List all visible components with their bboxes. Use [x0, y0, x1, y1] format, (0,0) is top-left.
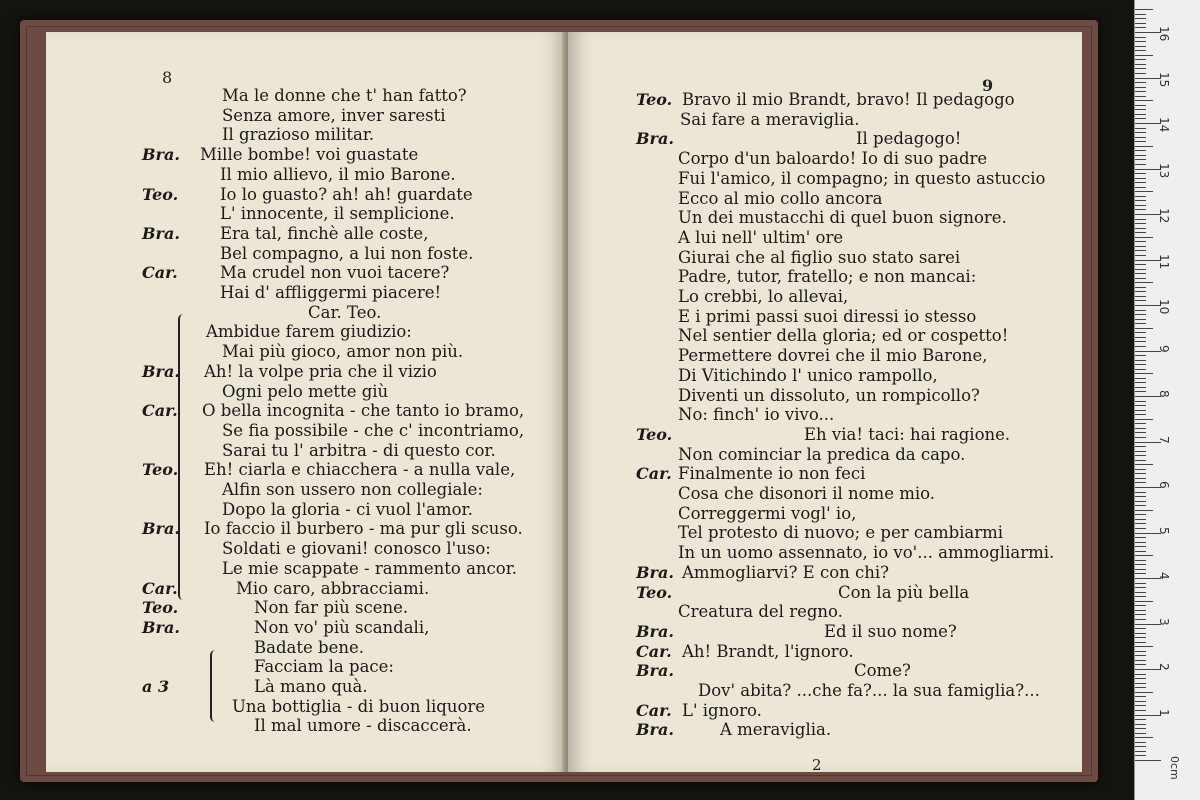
ruler-tick	[1135, 537, 1146, 538]
verse-line: A lui nell' ultim' ore	[678, 227, 844, 247]
ruler-tick	[1135, 455, 1146, 456]
verse-line: Di Vitichindo l' unico rampollo,	[678, 365, 938, 385]
verse-line: Facciam la pace:	[254, 657, 394, 677]
verse-line: A meraviglia.	[720, 720, 832, 740]
ruler-tick	[1135, 378, 1146, 379]
ruler-tick	[1135, 560, 1146, 561]
verse-line: Sai fare a meraviglia.	[680, 109, 860, 129]
ruler-tick	[1135, 91, 1146, 92]
speaker-label: Teo.	[142, 184, 179, 204]
verse-line: Senza amore, inver saresti	[222, 105, 446, 125]
speaker-label: Teo.	[636, 90, 673, 109]
ruler-tick	[1135, 141, 1146, 142]
ruler-tick	[1135, 569, 1146, 570]
verse-line: In un uomo assennato, io vo'... ammogliarmi.	[678, 543, 1055, 563]
verse-line: Finalmente io non feci	[678, 464, 866, 484]
speaker-label: Bra.	[636, 661, 674, 681]
ruler-tick	[1135, 655, 1146, 656]
ruler-tick	[1135, 187, 1146, 188]
ruler-tick	[1135, 132, 1146, 133]
ruler-tick	[1135, 705, 1146, 706]
ruler-tick	[1135, 633, 1146, 634]
verse-line: Il grazioso militar.	[222, 125, 375, 145]
ruler-label: 4	[1157, 572, 1171, 580]
ruler-tick	[1135, 664, 1146, 665]
ruler-tick	[1135, 114, 1146, 115]
speaker-label: Car.	[142, 401, 178, 421]
ruler-tick	[1135, 228, 1146, 229]
ruler-tick	[1135, 196, 1146, 197]
ruler-tick	[1135, 360, 1146, 361]
verse-line: Se fia possibile - che c' incontriamo,	[222, 420, 525, 440]
ruler-tick	[1135, 432, 1146, 433]
ruler-tick	[1135, 519, 1146, 520]
ruler-label: 5	[1157, 526, 1171, 535]
ruler-tick	[1135, 642, 1146, 643]
ruler-tick	[1135, 742, 1146, 743]
speaker-label: Bra.	[636, 129, 674, 149]
ruler-label: 10	[1157, 299, 1171, 315]
ruler-label: 9	[1157, 344, 1171, 353]
ruler-tick	[1135, 446, 1146, 447]
ruler-tick	[1135, 583, 1146, 584]
ruler-tick	[1135, 41, 1146, 42]
verse-line: Sarai tu l' arbitra - di questo cor.	[222, 440, 496, 460]
ruler-tick	[1135, 646, 1153, 647]
verse-line: Mille bombe! voi guastate	[200, 145, 419, 165]
verse-line: Alfin son ussero non collegiale:	[222, 480, 483, 499]
ruler-tick	[1135, 73, 1146, 74]
speaker-label: Bra.	[142, 519, 180, 539]
ruler-tick	[1135, 619, 1146, 620]
ruler-tick	[1135, 614, 1146, 615]
ruler-tick	[1135, 437, 1146, 438]
ruler-tick	[1135, 505, 1146, 506]
ruler-tick	[1135, 492, 1146, 493]
ruler-tick	[1135, 405, 1146, 406]
ruler-tick	[1135, 241, 1146, 242]
ruler-tick	[1135, 87, 1146, 88]
ruler-tick	[1135, 310, 1146, 311]
ruler-tick	[1135, 523, 1146, 524]
ruler-tick	[1135, 628, 1146, 629]
ruler-tick	[1135, 191, 1153, 192]
ruler-label: 3	[1157, 617, 1171, 626]
ruler-tick	[1135, 282, 1153, 283]
ruler-tick	[1135, 373, 1153, 374]
ruler-tick	[1135, 346, 1146, 347]
ruler-tick	[1135, 155, 1146, 156]
ruler-tick	[1135, 683, 1146, 684]
ruler-tick	[1135, 564, 1146, 565]
verse-line: Ecco al mio collo ancora	[678, 188, 883, 208]
ensemble-brace	[178, 314, 188, 600]
ruler-tick	[1135, 64, 1146, 65]
ruler-tick	[1135, 291, 1146, 292]
ruler-tick	[1135, 246, 1146, 247]
ruler-tick	[1135, 9, 1153, 10]
ruler-tick	[1135, 382, 1146, 383]
ruler-tick	[1135, 159, 1146, 160]
speaker-label: Bra.	[142, 361, 180, 381]
ruler-tick	[1135, 637, 1146, 638]
verse-line: Io lo guasto? ah! ah! guardate	[220, 184, 473, 204]
verse-line: Non far più scene.	[254, 598, 409, 618]
ruler-tick	[1135, 528, 1146, 529]
ruler-tick	[1135, 314, 1146, 315]
ruler-tick	[1135, 692, 1153, 693]
ruler-tick	[1135, 546, 1146, 547]
ruler-tick	[1135, 27, 1146, 28]
ruler-tick	[1135, 287, 1146, 288]
ruler-tick	[1135, 250, 1146, 251]
ruler-tick	[1135, 674, 1146, 675]
ruler-label: 8	[1157, 390, 1171, 398]
ruler-unit: 0cm	[1168, 756, 1181, 780]
ruler-tick	[1135, 50, 1146, 51]
ruler-tick	[1135, 55, 1153, 56]
ruler-tick	[1135, 173, 1146, 174]
ruler-label: 2	[1157, 663, 1171, 671]
verse-line: Era tal, finchè alle coste,	[220, 223, 429, 243]
verse-line: Giurai che al figlio suo stato sarei	[678, 247, 961, 267]
ruler-tick	[1135, 209, 1146, 210]
ruler-tick	[1135, 651, 1146, 652]
ruler-label: 13	[1157, 162, 1171, 178]
speaker-label: Bra.	[636, 720, 674, 740]
ruler-tick	[1135, 264, 1146, 265]
ruler-tick	[1135, 319, 1146, 320]
verse-line: Ma crudel non vuoi tacere?	[220, 263, 450, 283]
verse-line: Padre, tutor, fratello; e non mancai:	[678, 267, 977, 287]
ruler-label: 12	[1157, 208, 1171, 224]
verse-line: E i primi passi suoi diressi io stesso	[678, 306, 977, 326]
verse-line: Corpo d'un baloardo! Io di suo padre	[678, 149, 988, 169]
ruler-tick	[1135, 341, 1146, 342]
ruler-tick	[1135, 82, 1146, 83]
ruler-tick	[1135, 605, 1146, 606]
verse-line: Ma le donne che t' han fatto?	[222, 86, 467, 105]
ruler-tick	[1135, 128, 1146, 129]
ruler-tick	[1135, 100, 1153, 101]
ruler-tick	[1135, 596, 1146, 597]
verse-line: Ah! Brandt, l'ignoro.	[682, 641, 854, 661]
ruler-tick	[1135, 300, 1146, 301]
ruler-tick	[1135, 355, 1146, 356]
verse-line: Non cominciar la predica da capo.	[678, 444, 966, 464]
ruler-tick	[1135, 18, 1146, 19]
verse-line: Dopo la gloria - ci vuol l'amor.	[222, 499, 473, 519]
ruler-tick	[1135, 746, 1146, 747]
ruler-tick	[1135, 478, 1146, 479]
verse-line: Ambidue farem giudizio:	[206, 322, 412, 342]
verse-line: Un dei mustacchi di quel buon signore.	[678, 208, 1007, 228]
speaker-label: Bra.	[636, 562, 674, 582]
ruler-tick	[1135, 23, 1146, 24]
speaker-label: Bra.	[142, 617, 180, 637]
verse-line: Tel protesto di nuovo; e per cambiarmi	[678, 523, 1004, 543]
ruler-label: 16	[1157, 26, 1171, 42]
verse-line: Io faccio il burbero - ma pur gli scuso.	[204, 519, 523, 539]
left-page	[46, 32, 566, 772]
verse-line: L' ignoro.	[682, 700, 762, 720]
ruler-tick	[1135, 369, 1146, 370]
ruler-tick	[1135, 137, 1146, 138]
ruler-tick	[1135, 146, 1153, 147]
ruler-tick	[1135, 696, 1146, 697]
verse-line: Ammogliarvi? E con chi?	[682, 562, 889, 582]
ruler-label: 6	[1157, 481, 1171, 489]
ruler-tick	[1135, 610, 1146, 611]
ruler-tick	[1135, 68, 1146, 69]
verse-line: Bravo il mio Brandt, bravo! Il pedagogo	[682, 90, 1015, 109]
ruler-tick	[1135, 200, 1146, 201]
ruler-tick	[1135, 182, 1146, 183]
ruler-label: 1	[1157, 708, 1171, 717]
ruler-tick	[1135, 278, 1146, 279]
ruler-tick	[1135, 328, 1153, 329]
speaker-label: Car.	[636, 464, 672, 484]
ruler-tick	[1135, 660, 1146, 661]
ruler-tick	[1135, 514, 1146, 515]
ruler-tick	[1135, 273, 1146, 274]
verse-line: Car. Teo.	[308, 302, 382, 322]
ruler-tick	[1135, 219, 1146, 220]
ruler-tick	[1135, 205, 1146, 206]
speaker-label: Bra.	[142, 145, 180, 165]
ruler-tick	[1135, 587, 1146, 588]
ruler-tick	[1135, 710, 1146, 711]
page-number: 9	[982, 76, 994, 95]
verse-line: Fui l'amico, il compagno; in questo astuccio	[678, 168, 1046, 188]
verse-line: Il mal umore - discaccerà.	[254, 716, 472, 736]
speaker-label: Bra.	[636, 621, 674, 641]
ruler-tick	[1135, 573, 1146, 574]
verse-line: Permettere dovrei che il mio Barone,	[678, 346, 988, 366]
ruler-tick	[1135, 728, 1146, 729]
page-number: 8	[162, 68, 173, 87]
ruler-tick	[1135, 473, 1146, 474]
verse-line: Là mano quà.	[254, 677, 368, 696]
verse-line: No: finch' io vivo...	[678, 405, 835, 425]
speaker-label: Car.	[142, 263, 178, 283]
ruler-tick	[1135, 337, 1146, 338]
verse-line: O bella incognita - che tanto io bramo,	[202, 401, 525, 421]
ruler-tick	[1135, 387, 1146, 388]
ruler-tick	[1135, 755, 1146, 756]
ruler-tick	[1135, 332, 1146, 333]
ruler-tick	[1135, 419, 1153, 420]
verse-line: Ah! la volpe pria che il vizio	[204, 361, 437, 381]
ruler-tick	[1135, 733, 1146, 734]
ruler-tick	[1135, 542, 1146, 543]
ruler-tick	[1135, 501, 1146, 502]
ruler-tick	[1135, 737, 1153, 738]
signature-mark: 2	[812, 756, 822, 772]
ruler-tick	[1135, 423, 1146, 424]
ruler-tick	[1135, 687, 1146, 688]
ruler-tick	[1135, 391, 1146, 392]
verse-line: Ed il suo nome?	[824, 621, 957, 641]
ruler-tick	[1135, 428, 1146, 429]
ruler-tick	[1135, 751, 1146, 752]
ruler-tick	[1135, 59, 1146, 60]
ruler-tick	[1135, 323, 1146, 324]
ruler-tick	[1135, 255, 1146, 256]
ruler-tick	[1135, 601, 1153, 602]
verse-line: L' innocente, il semplicione.	[220, 204, 455, 224]
ruler-tick	[1135, 46, 1146, 47]
speaker-label: Teo.	[636, 582, 673, 602]
verse-line: Il pedagogo!	[856, 129, 962, 149]
ruler-tick	[1135, 269, 1146, 270]
ruler-tick	[1135, 678, 1146, 679]
speaker-label: Bra.	[142, 223, 180, 243]
ruler-tick	[1135, 150, 1146, 151]
measuring-ruler	[1134, 0, 1200, 800]
ruler-label: 7	[1157, 435, 1171, 444]
verse-line: Non vo' più scandali,	[254, 617, 430, 637]
verse-line: Eh via! taci: hai ragione.	[804, 424, 1011, 444]
verse-line: Cosa che disonori il nome mio.	[678, 484, 936, 503]
ruler-tick	[1135, 109, 1146, 110]
ruler-label: 11	[1157, 253, 1171, 269]
ruler-tick	[1135, 232, 1146, 233]
speaker-label: a 3	[142, 677, 170, 696]
ruler-tick	[1135, 364, 1146, 365]
ruler-tick	[1135, 719, 1146, 720]
ruler-tick	[1135, 105, 1146, 106]
trio-brace	[210, 650, 220, 722]
ruler-tick	[1135, 551, 1146, 552]
ruler-tick	[1135, 510, 1153, 511]
speaker-label: Car.	[142, 578, 178, 598]
ruler-tick	[1135, 464, 1153, 465]
speaker-label: Car.	[636, 700, 672, 720]
ruler-tick	[1135, 178, 1146, 179]
ruler-tick	[1135, 469, 1146, 470]
ruler-tick	[1135, 296, 1146, 297]
speaker-label: Teo.	[142, 598, 179, 618]
ruler-tick	[1135, 482, 1146, 483]
verse-line: Hai d' affliggermi piacere!	[220, 283, 442, 302]
speaker-label: Car.	[636, 641, 672, 661]
verse-line: Mai più gioco, amor non più.	[222, 342, 464, 362]
ruler-tick	[1135, 410, 1146, 411]
verse-line: Diventi un dissoluto, un rompicollo?	[678, 385, 980, 405]
ruler-tick	[1135, 223, 1146, 224]
ruler-tick	[1135, 724, 1146, 725]
ruler-tick	[1135, 414, 1146, 415]
verse-line: Bel compagno, a lui non foste.	[220, 243, 474, 263]
verse-line: Le mie scappate - rammento ancor.	[222, 558, 518, 578]
verse-line: Come?	[854, 661, 911, 681]
verse-line: Una bottiglia - di buon liquore	[232, 696, 486, 716]
ruler-tick	[1135, 555, 1153, 556]
verse-line: Eh! ciarla e chiacchera - a nulla vale,	[204, 460, 516, 480]
verse-line: Soldati e giovani! conosco l'uso:	[222, 539, 491, 559]
verse-line: Ogni pelo mette giù	[222, 381, 389, 401]
verse-line: Con la più bella	[838, 582, 970, 602]
ruler-tick	[1135, 592, 1146, 593]
verse-line: Nel sentier della gloria; ed or cospetto!	[678, 326, 1009, 346]
ruler-tick	[1135, 164, 1146, 165]
verse-line: Badate bene.	[254, 637, 364, 657]
verse-line: Creatura del regno.	[678, 602, 843, 622]
speaker-label: Teo.	[142, 460, 179, 480]
verse-line: Il mio allievo, il mio Barone.	[220, 164, 456, 184]
right-page	[568, 32, 1082, 772]
verse-line: Lo crebbi, lo allevai,	[678, 287, 849, 306]
ruler-tick	[1135, 460, 1146, 461]
ruler-tick	[1135, 760, 1161, 761]
ruler-tick	[1135, 401, 1146, 402]
ruler-label: 15	[1157, 71, 1171, 87]
ruler-tick	[1135, 237, 1153, 238]
verse-line: Correggermi vogl' io,	[678, 503, 857, 523]
speaker-label: Teo.	[636, 424, 673, 444]
ruler-tick	[1135, 701, 1146, 702]
ruler-label: 14	[1157, 117, 1171, 133]
verse-line: Mio caro, abbracciami.	[236, 578, 430, 598]
ruler-tick	[1135, 14, 1146, 15]
verse-line: Dov' abita? ...che fa?... la sua famiglia?...	[698, 681, 1040, 700]
ruler-tick	[1135, 118, 1146, 119]
ruler-tick	[1135, 496, 1146, 497]
ruler-tick	[1135, 37, 1146, 38]
ruler-tick	[1135, 451, 1146, 452]
ruler-tick	[1135, 96, 1146, 97]
